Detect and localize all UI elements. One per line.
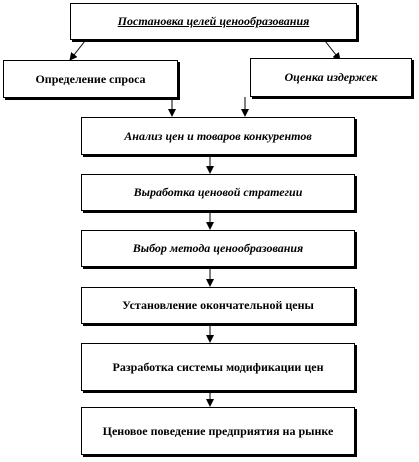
- node-final: [81, 287, 355, 324]
- node-behavior: [81, 407, 355, 455]
- node-demand: [3, 60, 178, 98]
- node-goals-label: Постановка целей ценообразования: [117, 14, 310, 29]
- node-costs-label: Оценка издержек: [284, 70, 378, 85]
- node-strategy: [81, 174, 355, 211]
- node-modification-label: Разработка системы модификации цен: [112, 359, 324, 374]
- node-goals: [70, 3, 357, 40]
- node-method: [81, 230, 355, 267]
- node-behavior-label: Ценовое поведение предприятия на рынке: [102, 423, 334, 438]
- node-strategy-label: Выработка ценовой стратегии: [133, 185, 303, 200]
- node-method-label: Выбор метода ценообразования: [132, 241, 304, 256]
- node-modification: [81, 343, 355, 391]
- node-demand-label: Определение спроса: [35, 71, 146, 86]
- node-competitors-label: Анализ цен и товаров конкурентов: [124, 128, 312, 143]
- node-costs: [250, 58, 412, 97]
- node-competitors: [81, 117, 355, 155]
- node-final-label: Установление окончательной цены: [122, 298, 314, 313]
